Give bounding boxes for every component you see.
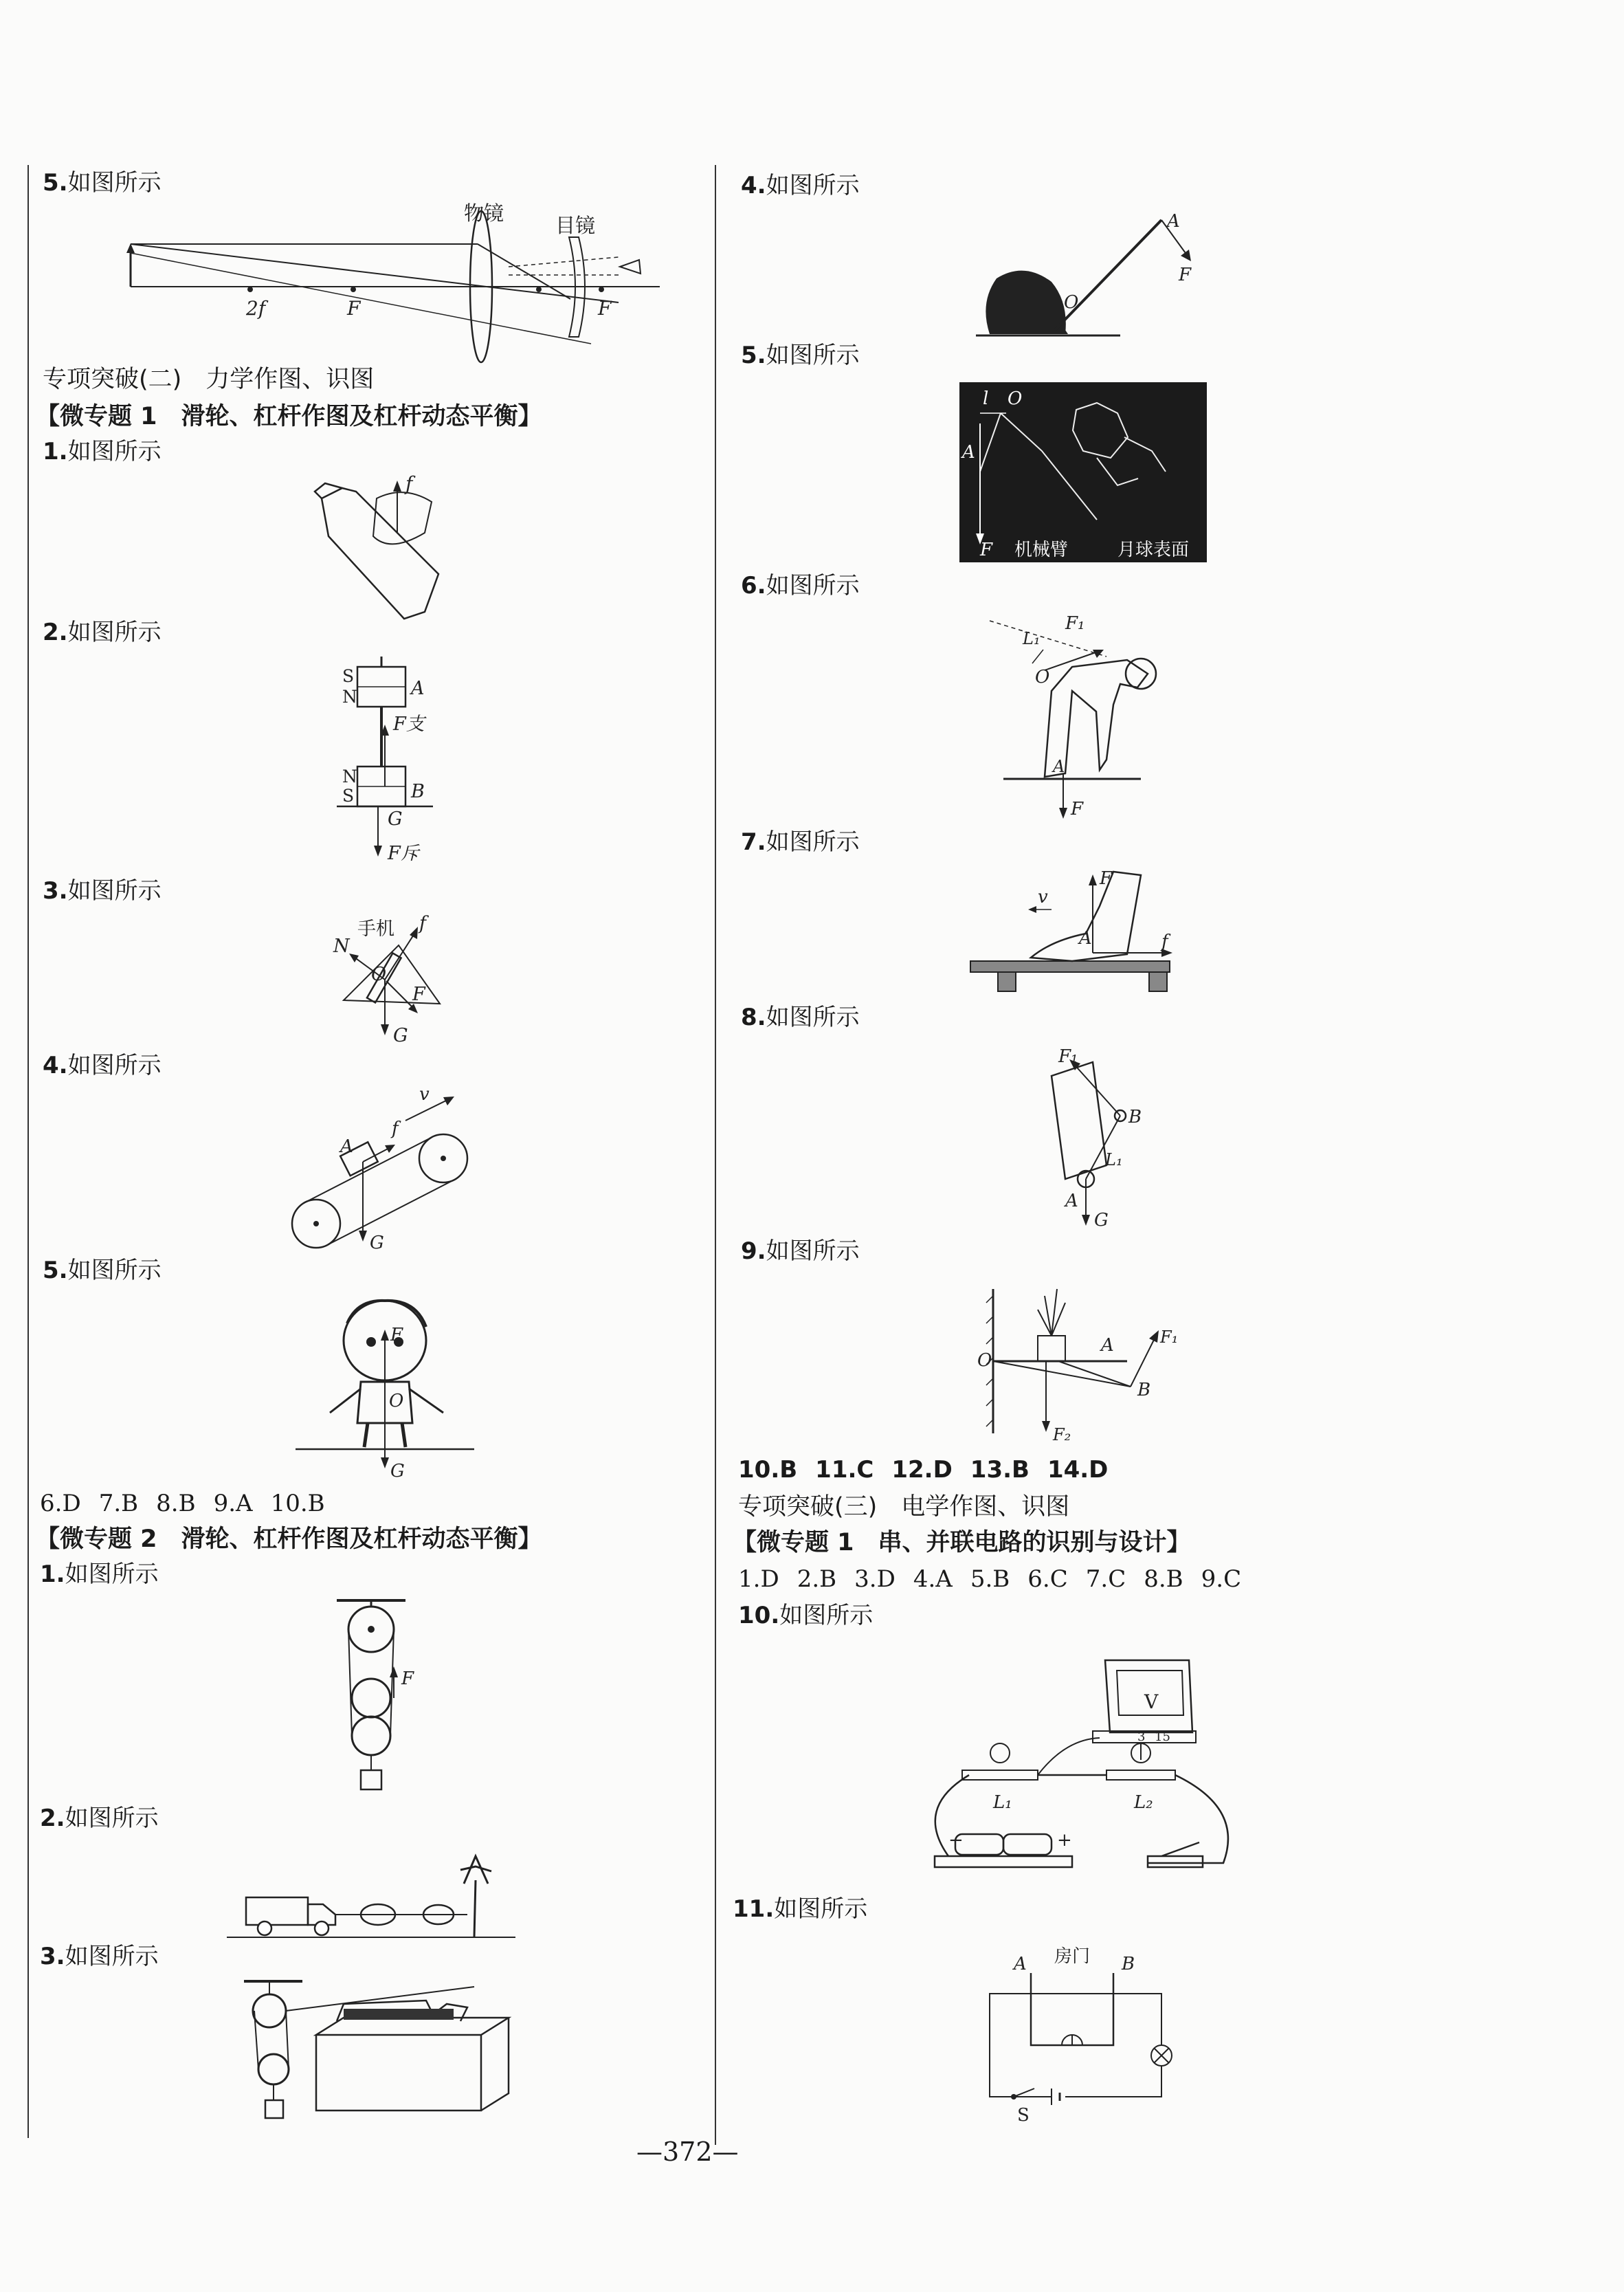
left-margin-line [27, 165, 29, 2138]
micro-topic-1-title: 【微专题 1 滑轮、杠杆作图及杠杆动态平衡】 [36, 403, 542, 430]
svg-text:−: − [948, 1830, 964, 1851]
label-2f: 2f [246, 297, 266, 320]
svg-text:O: O [389, 1391, 404, 1411]
answers-6-10: 6.D 7.B 8.B 9.A 10.B [40, 1490, 325, 1517]
svg-text:O: O [977, 1350, 992, 1371]
phone-figure [330, 914, 488, 1045]
svg-text:F: F [1179, 265, 1192, 285]
pulley-bed-figure [241, 1973, 515, 2131]
svg-text:f: f [419, 913, 426, 934]
microscope-figure [124, 199, 660, 364]
svg-text:月球表面: 月球表面 [1117, 540, 1190, 560]
svg-text:N: N [342, 687, 357, 707]
svg-text:A: A [1014, 1954, 1027, 1974]
svg-text:F₂: F₂ [1053, 1425, 1071, 1444]
svg-text:v: v [419, 1084, 430, 1105]
svg-text:F: F [1100, 868, 1113, 889]
right-question-11: 11.如图所示 [733, 1895, 868, 1923]
svg-text:F支: F支 [393, 714, 425, 735]
svg-text:G: G [370, 1233, 384, 1253]
svg-text:B: B [1122, 1954, 1135, 1974]
svg-text:f: f [392, 1119, 399, 1139]
svg-text:F: F [980, 540, 993, 560]
svg-text:G: G [1094, 1210, 1109, 1231]
svg-text:房门: 房门 [1054, 1946, 1091, 1967]
svg-text:N: N [342, 767, 357, 786]
question-2b: 2.如图所示 [40, 1805, 159, 1832]
label-F-1: F [347, 297, 361, 320]
shoe-friction-figure [969, 865, 1182, 1002]
question-3b: 3.如图所示 [40, 1943, 159, 1970]
right-question-9: 9.如图所示 [741, 1237, 860, 1265]
svg-text:A: A [1053, 757, 1065, 776]
section-3-title: 专项突破(三) 电学作图、识图 [738, 1493, 1070, 1521]
svg-text:L₁: L₁ [1105, 1150, 1123, 1169]
svg-text:V: V [1144, 1690, 1159, 1713]
svg-text:L₁: L₁ [1023, 629, 1041, 648]
bottle-figure [308, 471, 473, 622]
label-F-2: F [598, 297, 612, 320]
svg-text:A: A [1079, 928, 1092, 949]
question-1b: 1.如图所示 [40, 1561, 159, 1588]
svg-text:S: S [342, 786, 355, 806]
svg-text:S: S [342, 666, 355, 686]
svg-text:F: F [412, 984, 425, 1005]
svg-text:f: f [1161, 932, 1168, 952]
svg-text:G: G [393, 1025, 408, 1046]
svg-text:O: O [1064, 292, 1079, 313]
micro-topic-2-title: 【微专题 2 滑轮、杠杆作图及杠杆动态平衡】 [36, 1525, 542, 1553]
question-5: 5.如图所示 [43, 1257, 162, 1284]
svg-text:F₁: F₁ [1058, 1046, 1078, 1067]
svg-text:B: B [1128, 1107, 1142, 1127]
door-circuit-figure [976, 1932, 1175, 2124]
svg-text:F: F [390, 1325, 403, 1345]
svg-text:O: O [1035, 667, 1050, 687]
right-question-7: 7.如图所示 [741, 828, 860, 856]
svg-text:手机: 手机 [357, 918, 394, 940]
right-question-4: 4.如图所示 [741, 172, 860, 199]
question-1: 1.如图所示 [43, 438, 162, 465]
svg-text:A: A [411, 678, 425, 699]
door-lever-figure [1017, 1042, 1155, 1234]
truck-tree-figure [227, 1842, 529, 1946]
svg-text:G: G [390, 1461, 405, 1481]
svg-text:A: A [1065, 1191, 1078, 1211]
person-lever-figure [990, 608, 1168, 828]
answers-1-9: 1.D 2.B 3.D 4.A 5.B 6.C 7.C 8.B 9.C [738, 1565, 1242, 1593]
label-objective: 物镜 [464, 201, 504, 225]
svg-text:L₂: L₂ [1134, 1792, 1153, 1813]
svg-text:v: v [1038, 887, 1048, 907]
svg-text:G: G [388, 808, 403, 830]
rock-lever-figure [976, 206, 1196, 344]
svg-text:L₁: L₁ [993, 1792, 1012, 1813]
svg-text:A: A [340, 1136, 353, 1157]
svg-text:l: l [983, 388, 989, 409]
svg-text:F₁: F₁ [1160, 1327, 1179, 1347]
question-5-top: 5.如图所示 [43, 169, 162, 197]
pulley-figure [330, 1595, 454, 1801]
svg-text:F斥: F斥 [388, 843, 419, 864]
svg-text:F: F [1071, 799, 1084, 819]
svg-text:B: B [1137, 1380, 1151, 1400]
conveyor-figure [289, 1086, 481, 1258]
svg-text:15: 15 [1155, 1730, 1170, 1744]
label-f: f [405, 472, 413, 495]
question-3: 3.如图所示 [43, 877, 162, 905]
page-number: —372— [636, 2137, 739, 2167]
right-question-5: 5.如图所示 [741, 342, 860, 369]
section-2-title: 专项突破(二) 力学作图、识图 [43, 366, 375, 393]
svg-text:机械臂: 机械臂 [1014, 540, 1069, 560]
svg-text:B: B [411, 781, 425, 802]
svg-text:A: A [962, 442, 975, 463]
right-question-6: 6.如图所示 [741, 572, 860, 599]
shelf-lever-figure [976, 1275, 1196, 1451]
question-4: 4.如图所示 [43, 1052, 162, 1079]
svg-text:A: A [1101, 1335, 1114, 1356]
svg-text:F₁: F₁ [1065, 613, 1085, 634]
doll-figure [296, 1292, 474, 1481]
micro-topic-3-title: 【微专题 1 串、并联电路的识别与设计】 [733, 1529, 1191, 1556]
svg-text:S: S [1017, 2105, 1030, 2126]
svg-text:+: + [1057, 1830, 1072, 1851]
svg-text:F: F [401, 1668, 414, 1689]
svg-text:O: O [1008, 388, 1023, 409]
right-question-10: 10.如图所示 [738, 1602, 874, 1629]
answers-10-14: 10.B 11.C 12.D 13.B 14.D [738, 1456, 1109, 1484]
svg-text:A: A [1167, 211, 1180, 232]
label-eyepiece: 目镜 [555, 214, 596, 237]
magnets-figure [330, 653, 467, 873]
svg-text:3: 3 [1137, 1730, 1146, 1744]
column-divider [715, 165, 716, 2145]
question-2: 2.如图所示 [43, 619, 162, 646]
right-question-8: 8.如图所示 [741, 1004, 860, 1031]
svg-text:N: N [333, 936, 350, 957]
circuit-figure [928, 1650, 1237, 1884]
svg-text:O: O [371, 964, 387, 985]
moon-arm-photo [959, 382, 1207, 562]
